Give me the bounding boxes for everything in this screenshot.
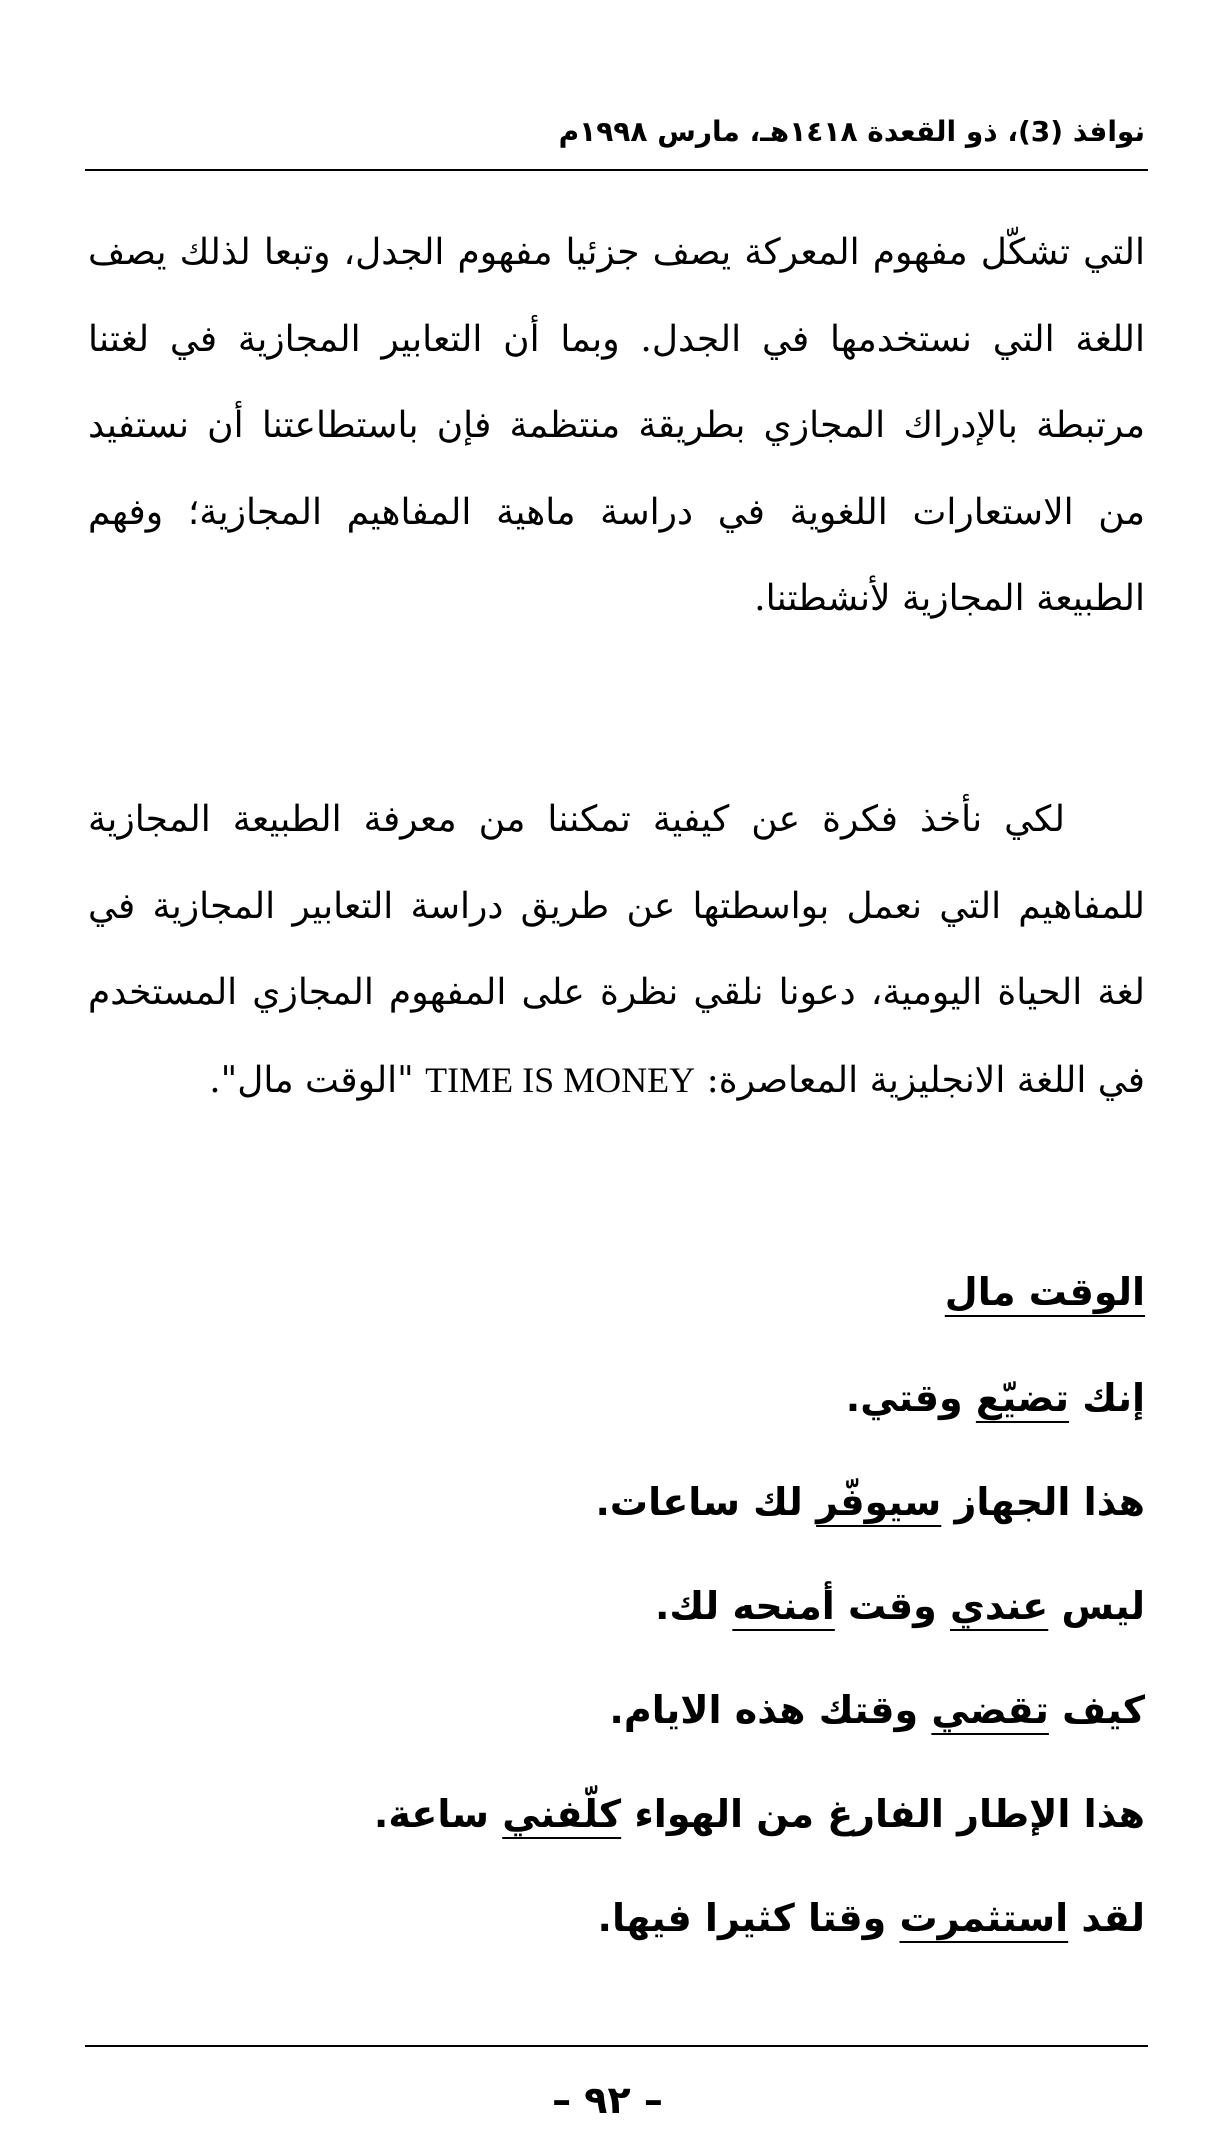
footer-rule xyxy=(85,2045,1148,2047)
example-text: ليس xyxy=(1048,1584,1145,1628)
english-phrase: TIME IS MONEY xyxy=(425,1059,696,1100)
example-text: لك ساعات. xyxy=(595,1480,817,1524)
example-text: وقتا كثيرا فيها. xyxy=(597,1896,900,1940)
example-text: لقد xyxy=(1068,1896,1145,1940)
example-verb: تقضي xyxy=(931,1688,1049,1732)
header-rule xyxy=(85,169,1148,171)
example-line xyxy=(88,1346,1145,1450)
page-number: – ٩٢ – xyxy=(552,2078,663,2122)
running-header: نوافذ (3)، ذو القعدة ١٤١٨هـ، مارس ١٩٩٨م xyxy=(558,115,1145,148)
paragraph-2-end: "الوقت مال". xyxy=(209,1059,426,1101)
example-text: وقتك هذه الايام. xyxy=(609,1688,932,1732)
example-verb: عندي xyxy=(950,1584,1049,1628)
example-text: وقت xyxy=(834,1584,951,1628)
example-text: وقتي. xyxy=(845,1376,976,1420)
example-line xyxy=(88,1866,1145,1970)
examples-section xyxy=(88,1240,1145,1970)
example-verb: استثمرت xyxy=(899,1896,1069,1940)
example-line xyxy=(88,1658,1145,1762)
example-line xyxy=(88,1554,1145,1658)
example-text: كيف xyxy=(1048,1688,1145,1732)
example-text: ساعة. xyxy=(373,1792,503,1836)
example-verb: تضيّع xyxy=(975,1376,1070,1420)
examples-title xyxy=(88,1240,1145,1346)
examples-title-text: الوقت مال xyxy=(944,1270,1145,1314)
example-line xyxy=(88,1762,1145,1866)
example-line xyxy=(88,1450,1145,1554)
example-text: لك. xyxy=(655,1584,733,1628)
body-paragraph-1: التي تشكّل مفهوم المعركة يصف جزئيا مفهوم الجدل، وتبعا لذلك يصف اللغة التي نستخدمها في الجدل. وبما أن التعابير المجازية في لغتنا مرتبطة بالإدراك المجازي بطريقة منتظمة فإن باستطاعتنا أن نستفيد من الاستعارات اللغوية في دراسة ماهية المفاهيم المجازية؛ وفهم الطبيعة المجازية لأنشطتنا. xyxy=(88,232,1145,619)
example-text: إنك xyxy=(1069,1376,1145,1420)
example-verb: سيوفّر xyxy=(816,1480,942,1524)
example-verb: أمنحه xyxy=(732,1584,835,1628)
example-verb: كلّفني xyxy=(502,1792,622,1836)
example-text: هذا الجهاز xyxy=(941,1480,1145,1524)
body-paragraph-2 xyxy=(88,777,1145,1124)
paragraph-2-text: لكي نأخذ فكرة عن كيفية تمكننا من معرفة الطبيعة المجازية للمفاهيم التي نعمل بواسطتها عن طريق دراسة التعابير المجازية في لغة الحياة اليومية، دعونا نلقي نظرة على المفهوم المجازي المستخدم في اللغة الانجليزية المعاصرة: xyxy=(88,799,1146,1101)
example-text: هذا الإطار الفارغ من الهواء xyxy=(621,1792,1145,1836)
